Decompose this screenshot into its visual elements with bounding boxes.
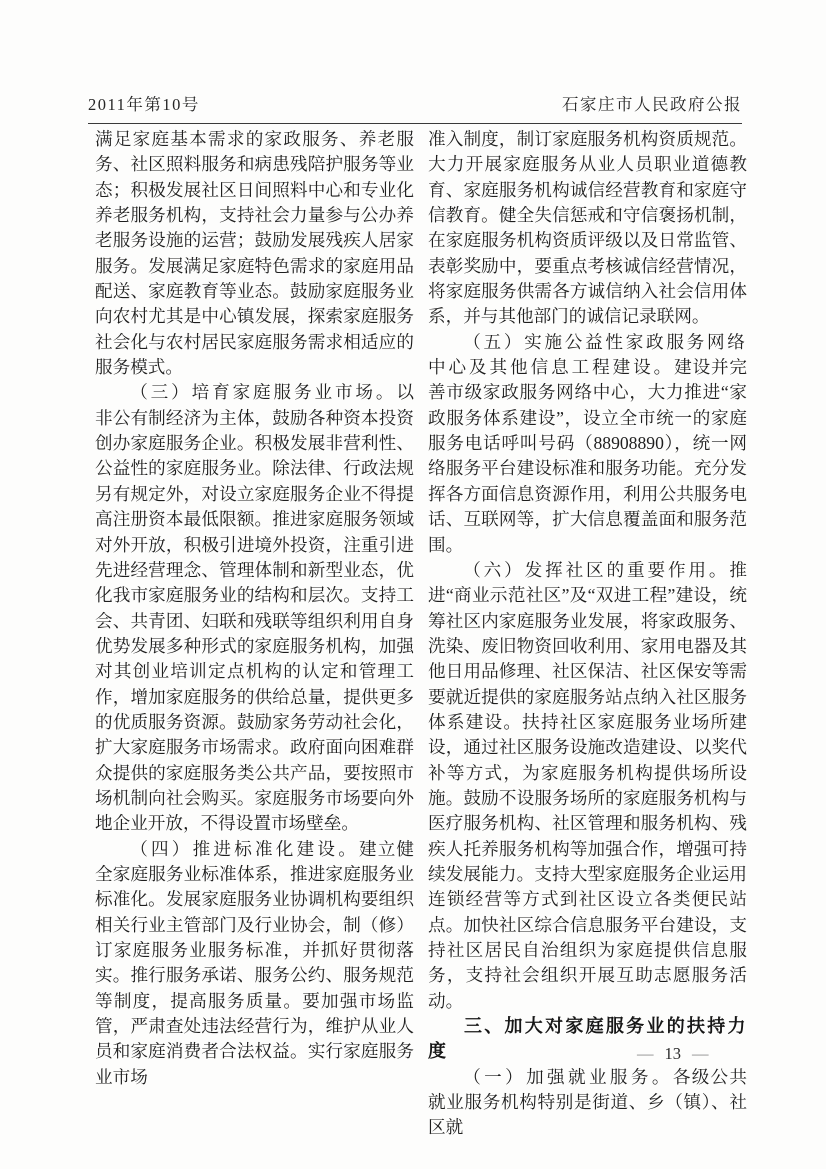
paragraph-text: 建设并完善市级家政服务网络中心，大力推进“家政服务体系建设”，设立全市统一的家庭服务电话呼叫号码（88908890），统一网络服务平台建设标准和服务功能。充分发挥各方面信息资源作用，利用公共服务电话、互联网等，扩大信息覆盖面和服务范围。 [428,357,747,555]
paragraph-text: 推进“商业示范社区”及“双进工程”建设，统筹社区内家庭服务业发展，将家政服务、洗染、废旧物资回收利用、家用电器及其他日用品修理、社区保洁、社区保安等需要就近提供的家庭服务站点纳入社区服务体系建设。扶持社区家庭服务业场所建设，通过社区服务设施改造建设、以奖代补等方式，为家庭服务机构提供场所设施。鼓励不设服务场所的家庭服务机构与医疗服务机构、社区管理和服务机构、残疾人托养服务机构等加强合作，增强可持续发展能力。支持大型家庭服务企业运用连锁经营等方式到社区设立各类便民站点。加快社区综合信息服务平台建设，支持社区居民自治组织为家庭提供信息服务，支持社会组织开展互助志愿服务活动。 [428,559,747,1011]
paragraph-text: 以非公有制经济为主体，鼓励各种资本投资创办家庭服务企业。积极发展非营利性、公益性的家庭服务业。除法律、行政法规另有规定外，对设立家庭服务企业不得提高注册资本最低限额。推进家庭服务领域对外开放，积极引进境外投资，注重引进先进经营理念、管理体制和新型业态，优化我市家庭服务业的结构和层次。支持工会、共青团、妇联和残联等组织利用自身优势发展多种形式的家庭服务机构，加强对其创业培训定点机构的认定和管理工作，增加家庭服务的供给总量，提供更多的优质服务资源。鼓励家务劳动社会化，扩大家庭服务市场需求。政府面向困难群众提供的家庭服务类公共产品，要按照市场机制向社会购买。家庭服务市场要向外地企业开放，不得设置市场壁垒。 [95,382,414,834]
text-columns [95,127,747,1141]
body-paragraph [95,127,414,380]
gazette-title: 石家庄市人民政府公报 [562,95,742,114]
section-heading: 三、加大对家庭服务业的扶持力度 [428,1016,747,1062]
paragraph-lead: （六）发挥社区的重要作用。 [463,559,730,580]
paragraph-text: 满足家庭基本需求的家政服务、养老服务、社区照料服务和病患残陪护服务等业态；积极发展社区日间照料中心和专业化养老服务机构，支持社会力量参与公办养老服务设施的运营；鼓励发展残疾人居家服务。发展满足家庭特色需求的家庭用品配送、家庭教育等业态。鼓励家庭服务业向农村尤其是中心镇发展，探索家庭服务社会化与农村居民家庭服务需求相适应的服务模式。 [95,129,414,378]
body-paragraph [428,127,747,330]
left-column [95,127,414,1141]
footer-dash-right: — [692,1044,709,1063]
paragraph-lead: （三）培育家庭服务业市场。 [130,382,397,403]
paragraph-text: 各级公共就业服务机构特别是街道、乡（镇）、社区就 [428,1066,747,1138]
body-paragraph [428,558,747,1014]
body-paragraph [95,380,414,836]
body-paragraph [428,1065,747,1141]
paragraph-lead: （一）加强就业服务。 [463,1066,673,1087]
body-paragraph [95,837,414,1090]
page-footer [637,1044,709,1064]
page-number: 13 [664,1044,681,1063]
body-paragraph [428,330,747,558]
footer-dash-left: — [637,1044,654,1063]
right-column [428,127,747,1141]
page-header [88,91,742,124]
paragraph-text: 准入制度，制订家庭服务机构资质规范。大力开展家庭服务从业人员职业道德教育、家庭服务机构诚信经营教育和家庭守信教育。健全失信惩戒和守信褒扬机制，在家庭服务机构资质评级以及日常监管、表彰奖励中，要重点考核诚信经营情况，将家庭服务供需各方诚信纳入社会信用体系，并与其他部门的诚信记录联网。 [428,129,747,327]
paragraph-lead: （四）推进标准化建设。 [130,838,360,859]
paragraph-text: 建立健全家庭服务业标准体系，推进家庭服务业标准化。发展家庭服务业协调机构要组织相关行业主管部门及行业协会，制（修）订家庭服务业服务标准，并抓好贯彻落实。推行服务承诺、服务公约、服务规范等制度，提高服务质量。要加强市场监管，严肃查处违法经营行为，维护从业人员和家庭消费者合法权益。实行家庭服务业市场 [95,838,414,1087]
issue-number: 2011年第10号 [88,95,200,114]
paragraph-lead: （五）实施公益性家政服务网络中心及其他信息工程建设。 [428,331,747,378]
